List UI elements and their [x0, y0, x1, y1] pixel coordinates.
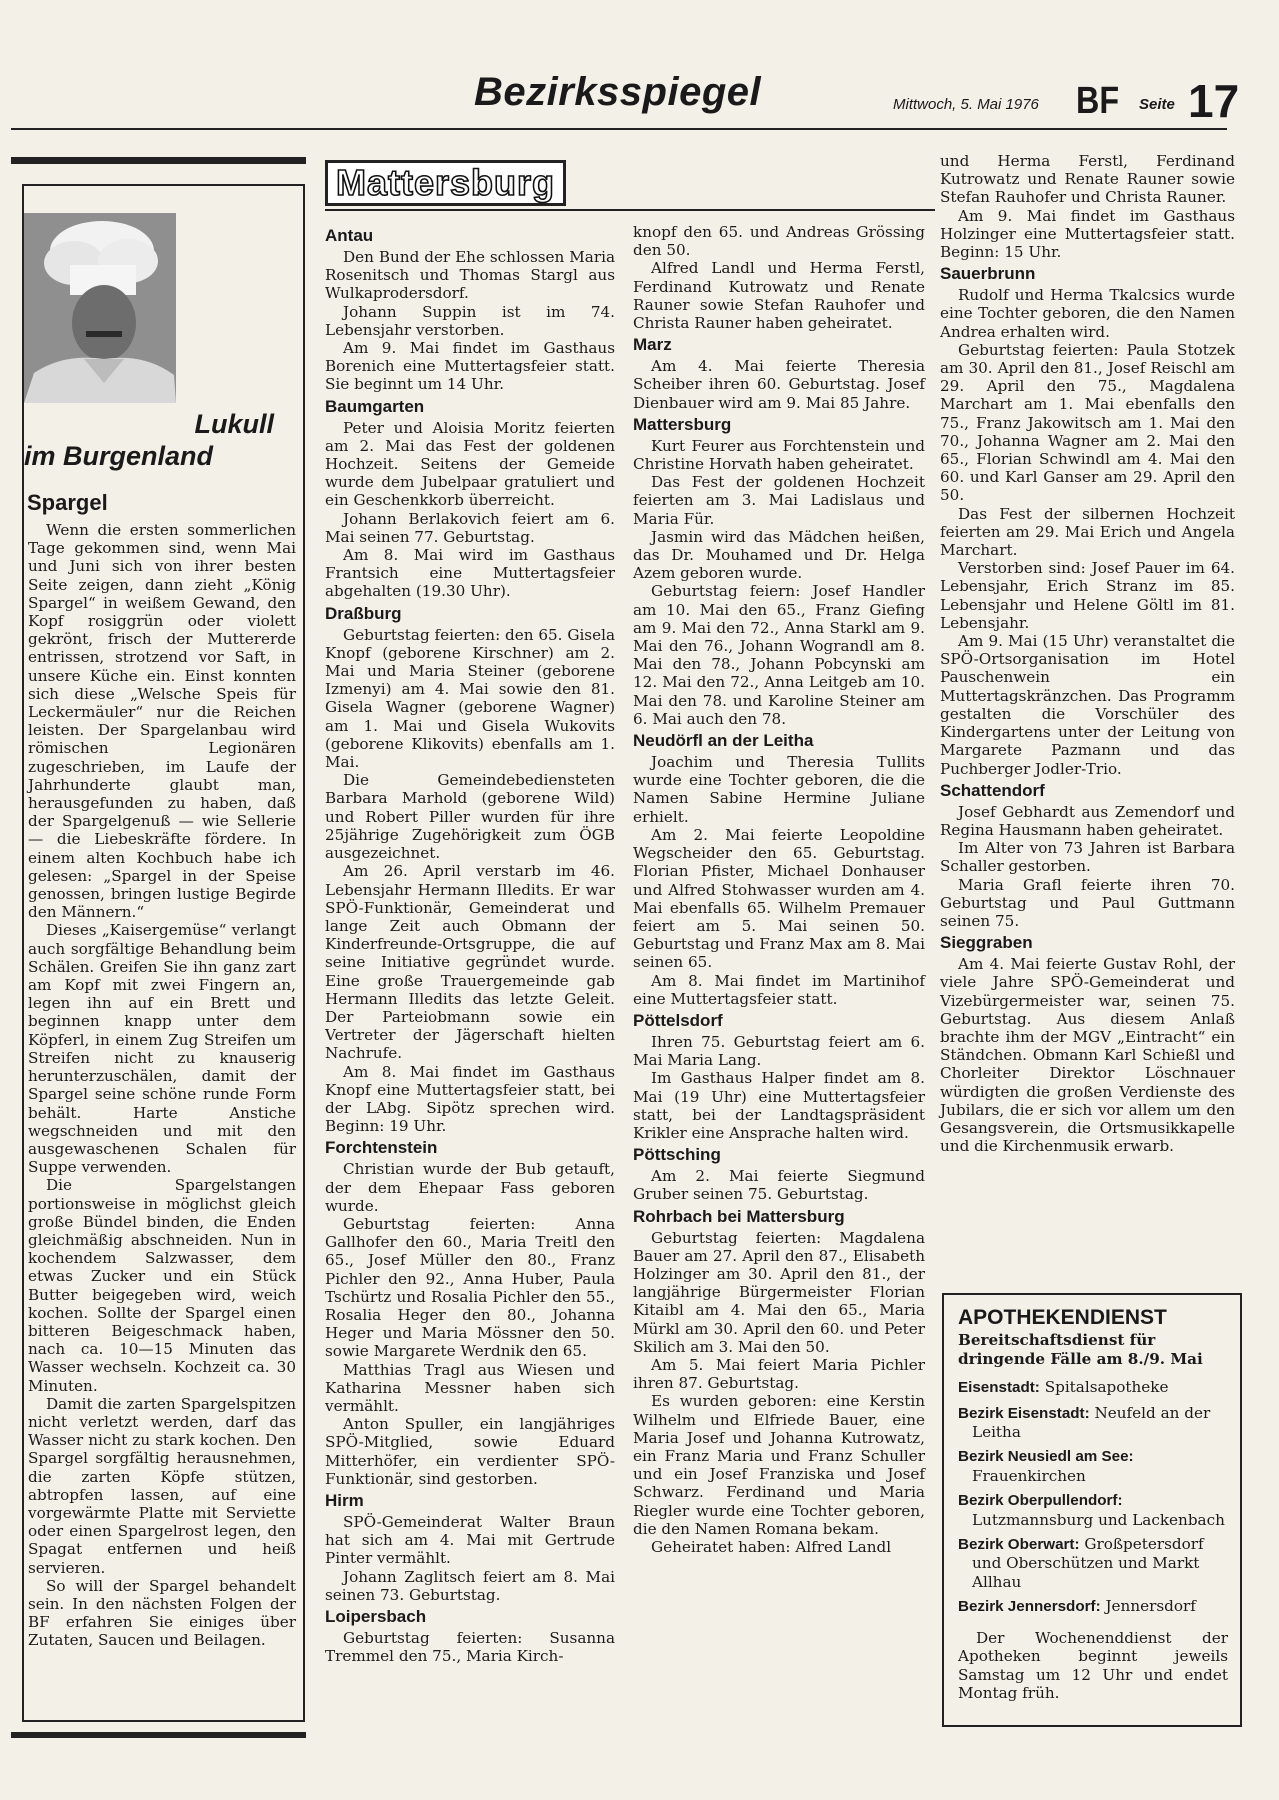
column-title-line1: Lukull — [194, 409, 274, 439]
news-paragraph: Matthias Tragl aus Wiesen und Katharina Messner haben sich vermählt. — [325, 1360, 615, 1415]
pharmacy-district: Bezirk Jennersdorf: — [958, 1598, 1101, 1616]
news-column-3 — [940, 152, 1235, 1155]
pharmacy-title: APOTHEKENDIENST — [958, 1306, 1167, 1329]
sidebar-paragraph: Wenn die ersten sommerlichen Tage gekommen sind, wenn Mai und Juni sich von ihrer besten Seite zeigen, dann zieht „König Spargel“ in weißem Gewand, den Kopf rosiggrün oder violett gekrönt, frisch der Muttererde entrissen, strotzend vor Saft, in unsere Küche ein. Einst konnten sich diese „Welsche Speis für Leckermäuler“ nur die Reichen leisten. Der Spargelanbau wird römischen Legionären zugeschrieben, im Laufe der Jahrhunderte glaubt man, herausgefunden zu haben, daß der Spargelgenuß — wie Sellerie — die Liebeskräfte fördere. In einem alten Kochbuch habe ich gelesen: „Spargel in der Speise genossen, bringen lustige Begirde den Männern.“ — [28, 521, 296, 922]
news-column-1 — [325, 223, 615, 1665]
news-paragraph: Maria Grafl feierte ihren 70. Geburtstag und Paul Guttmann seinen 75. — [940, 875, 1235, 930]
sidebar-article — [28, 521, 296, 1650]
news-paragraph: SPÖ-Gemeinderat Walter Braun hat sich am 4. Mai mit Gertrude Pinter vermählt. — [325, 1513, 615, 1568]
news-paragraph: Die Gemeindebediensteten Barbara Marhold (geborene Wild) und Robert Piller wurden für ihre 25jährige Zugehörigkeit zum ÖGB ausgezeichnet. — [325, 771, 615, 863]
news-paragraph: Im Alter von 73 Jahren ist Barbara Schaller gestorben. — [940, 839, 1235, 876]
news-paragraph: Alfred Landl und Herma Ferstl, Ferdinand Kutrowatz und Renate Rauner sowie Stefan Rauhofer und Christa Rauner haben geheiratet. — [633, 259, 925, 333]
news-paragraph: Josef Gebhardt aus Zemendorf und Regina Hausmann haben geheiratet. — [940, 802, 1235, 839]
news-paragraph: Das Fest der silbernen Hochzeit feierten am 29. Mai Erich und Angela Marchart. — [940, 504, 1235, 560]
town-heading: Sauerbrunn — [940, 264, 1036, 284]
column-title-line2: im Burgenland — [24, 441, 214, 471]
news-paragraph: Am 8. Mai findet im Gasthaus Knopf eine Muttertagsfeier statt, bei der LAbg. Sipötz sprechen wird. Beginn: 19 Uhr. — [325, 1062, 615, 1136]
news-paragraph: Geburtstag feierten: Paula Stotzek am 30. April den 81., Josef Reischl am 29. April den 75., Magdalena Marchart am 1. Mai ebenfalls den 75., Franz Jakowitsch am 1. Mai den 70., Johanna Wagner am 2. Mai den 65., Florian Schwindl am 4. Mai den 60. und Karl Ganser am 29. April den 50. — [940, 340, 1235, 505]
news-paragraph: Geburtstag feiern: Josef Handler am 10. Mai den 65., Franz Giefing am 9. Mai den 72., Anna Starkl am 9. Mai den 76., Johann Wograndl am 8. Mai den 78., Johann Pobcynski am 12. Mai den 72., Anna Leitgeb am 10. Mai den 78. und Karoline Steiner am 6. Mai auch den 78. — [633, 582, 925, 728]
pharmacy-district: Bezirk Eisenstadt: — [958, 1404, 1090, 1422]
town-heading: Antau — [325, 226, 374, 245]
news-paragraph: Am 26. April verstarb im 46. Lebensjahr Hermann Illedits. Er war SPÖ-Funktionär, Gemeinderat und lange Zeit auch Obmann der Kinderfreunde-Ortsgruppe, die auf seine Initiative gegründet wurde. Eine große Trauergemeinde gab Hermann Illedits das letzte Geleit. Der Parteiobmann sowie ein Vertreter der Jägerschaft hielten Nachrufe. — [325, 862, 615, 1063]
sidebar-bottom-bar — [11, 1732, 306, 1738]
pharmacy-location: Großpetersdorf und Oberschützen und Markt Allhau — [972, 1535, 1204, 1591]
news-paragraph: Joachim und Theresia Tullits wurde eine Tochter geboren, die die Namen Sabine Hermine Juliane erhielt. — [633, 753, 925, 826]
sidebar-paragraph: Damit die zarten Spargelspitzen nicht verletzt werden, darf das Wasser nicht zu stark kochen. Den Spargel sorgfältig herausnehmen, die zarten Köpfe stützen, abtropfen lassen, auf eine vorgewärmte Platte mit Serviette oder einen Spargelrost legen, den Spagat entfernen und heiß servieren. — [28, 1394, 296, 1577]
pharmacy-district: Bezirk Oberpullendorf: — [958, 1492, 1123, 1510]
news-paragraph: Rudolf und Herma Tkalcsics wurde eine Tochter geboren, die den Namen Andrea erhalten wird. — [940, 286, 1235, 341]
pharmacy-district: Bezirk Neusiedl am See: — [958, 1448, 1134, 1466]
news-paragraph: Am 9. Mai (15 Uhr) veranstaltet die SPÖ-Ortsorganisation im Hotel Pauschenwein ein Muttertagskränzchen. Das Programm gestalten die Vorschüler des Kindergartens unter der Leitung von Margarete Pazmann und das Puchberger Jodler-Trio. — [940, 632, 1235, 778]
news-paragraph: Johann Zaglitsch feiert am 8. Mai seinen 73. Geburtstag. — [325, 1567, 615, 1604]
news-paragraph: Am 9. Mai findet im Gasthaus Borenich eine Muttertagsfeier statt. Sie beginnt um 14 Uhr. — [325, 339, 615, 394]
sidebar-heading: Spargel — [27, 490, 108, 515]
news-paragraph: Im Gasthaus Halper findet am 8. Mai (19 Uhr) eine Muttertagsfeier statt, bei der Landtagspräsident Krikler eine Ansprache halten wird. — [633, 1069, 925, 1142]
news-paragraph: Am 5. Mai feiert Maria Pichler ihren 87. Geburtstag. — [633, 1355, 925, 1393]
issue-date: Mittwoch, 5. Mai 1976 — [893, 96, 1039, 113]
town-heading: Pöttsching — [633, 1145, 721, 1165]
news-paragraph: Geburtstag feierten: den 65. Gisela Knopf (geborene Kirschner) am 2. Mai und Maria Steiner (geborene Izmenyi) am 4. Mai sowie den 81. Gisela Wagner (geborene Wagner) am 1. Mai und Gisela Wukovits (geborene Klikovits) ebenfalls am 1. Mai. — [325, 625, 616, 772]
pharmacy-entry — [958, 1597, 1228, 1616]
pharmacy-district: Eisenstadt: — [958, 1379, 1040, 1397]
news-paragraph: Verstorben sind: Josef Pauer im 64. Lebensjahr, Erich Stranz im 85. Lebensjahr und Helene Göltl im 81. Lebensjahr. — [940, 559, 1235, 632]
pharmacy-location: Frauenkirchen — [972, 1466, 1086, 1485]
news-paragraph: Am 2. Mai feierte Siegmund Gruber seinen 75. Geburtstag. — [633, 1167, 925, 1204]
town-heading: Schattendorf — [940, 780, 1045, 800]
pharmacy-location: Neufeld an der Leitha — [972, 1403, 1211, 1442]
news-paragraph: knopf den 65. und Andreas Grössing den 50. — [633, 223, 925, 260]
town-heading: Hirm — [325, 1491, 364, 1510]
news-paragraph: Johann Suppin ist im 74. Lebensjahr verstorben. — [325, 302, 615, 339]
pharmacy-intro: Bereitschaftsdienst für dringende Fälle am 8./9. Mai — [958, 1331, 1203, 1368]
pharmacy-entry — [958, 1378, 1228, 1397]
news-paragraph: Peter und Aloisia Moritz feierten am 2. Mai das Fest der goldenen Hochzeit. Seitens der Gemeide wurde dem Jubelpaar gratuliert und ein Geschenkkorb überreicht. — [325, 418, 615, 510]
news-column-2 — [633, 223, 925, 1556]
pharmacy-location: Spitalsapotheke — [1044, 1378, 1169, 1397]
news-paragraph: Geburtstag feierten: Susanna Tremmel den 75., Maria Kirch- — [325, 1629, 615, 1666]
news-paragraph: Am 4. Mai feierte Theresia Scheiber ihren 60. Geburtstag. Josef Dienbauer wird am 9. Mai 85 Jahre. — [633, 357, 925, 412]
column-title — [24, 408, 280, 472]
news-paragraph: Das Fest der goldenen Hochzeit feierten am 3. Mai Ladislaus und Maria Für. — [633, 473, 925, 528]
pharmacy-entry — [958, 1535, 1228, 1591]
district-masthead: Mattersburg — [325, 160, 566, 206]
news-paragraph: Am 9. Mai findet im Gasthaus Holzinger eine Muttertagsfeier statt. Beginn: 15 Uhr. — [940, 206, 1235, 262]
news-paragraph: Kurt Feurer aus Forchtenstein und Christine Horvath haben geheiratet. — [633, 436, 925, 474]
town-heading: Mattersburg — [633, 414, 732, 434]
town-heading: Sieggraben — [940, 933, 1033, 953]
town-heading: Draßburg — [325, 603, 402, 623]
sidebar-paragraph: So will der Spargel behandelt sein. In den nächsten Folgen der BF erfahren Sie einiges über Zutaten, Saucen und Beilagen. — [28, 1576, 296, 1650]
pharmacy-location: Jennersdorf — [1105, 1597, 1196, 1616]
town-heading: Neudörfl an der Leitha — [633, 731, 814, 751]
pharmacy-district: Bezirk Oberwart: — [958, 1536, 1080, 1554]
news-paragraph: Am 4. Mai feierte Gustav Rohl, der viele Jahre SPÖ-Gemeinderat und Vizebürgermeister war, seinen 75. Geburtstag. Aus diesem Anlaß brachte ihm der MGV „Eintracht“ ein Ständchen. Obmann Karl Schießl und Chorleiter Direktor Löschnauer würdigten die großen Verdienste des Jubilars, die er sich vor allem um den Gesangsverein, die Ortsmusikkapelle und die Kirchenmusik erwarb. — [940, 955, 1235, 1156]
header-rule — [11, 128, 1227, 130]
town-heading: Marz — [633, 335, 672, 355]
town-heading: Baumgarten — [325, 396, 425, 416]
town-heading: Loipersbach — [325, 1607, 427, 1627]
section-title: Bezirksspiegel — [474, 70, 762, 114]
sidebar-top-bar — [11, 157, 306, 164]
sidebar-paragraph: Dieses „Kaisergemüse“ verlangt auch sorgfältige Behandlung beim Schälen. Greifen Sie ihn ganz zart am Kopf mit zwei Fingern an, legen ihn auf ein Brett und beginnen knapp unter dem Köpferl, in einem Zug Streifen um Streifen nicht zu knauserig herunterzuschälen, damit der Spargel seine schöne runde Form behält. Harte Anstiche wegschneiden und mit den ausgewaschenen Schalen für Suppe verwenden. — [28, 921, 296, 1177]
news-paragraph: Anton Spuller, ein langjähriges SPÖ-Mitglied, sowie Eduard Mitterhöfer, ein verdienter SPÖ-Funktionär, sind gestorben. — [325, 1415, 615, 1488]
news-paragraph: Geheiratet haben: Alfred Landl — [651, 1538, 892, 1556]
masthead-rule — [325, 209, 935, 211]
sidebar-paragraph: Die Spargelstangen portionsweise in möglichst gleich große Bündel binden, die Enden gleichmäßig abschneiden. Nun in kochendem Salzwasser, dem etwas Zucker und ein Stück Butter beigegeben wird, weich kochen. Sollte der Spargel einen bitteren Beigeschmack haben, nach ca. 10—15 Minuten das Wasser wechseln. Kochzeit ca. 30 Minuten. — [28, 1176, 296, 1395]
news-paragraph: Am 2. Mai feierte Leopoldine Wegscheider den 65. Geburtstag. Florian Pfister, Michael Donhauser und Alfred Stohwasser wurden am 4. Mai ebenfalls 65. Wilhelm Premauer feiert am 5. Mai seinen 50. Geburtstag und Franz Max am 8. Mai seinen 65. — [633, 825, 925, 972]
page-number: 17 — [1188, 75, 1240, 127]
news-paragraph: Geburtstag feierten: Magdalena Bauer am 27. April den 87., Elisabeth Holzinger am 30. April den 81., der langjährige Bürgermeister Florian Kitaibl am 4. Mai den 65., Maria Mürkl am 30. April den 60. und Peter Skilich am 3. Mai den 50. — [633, 1228, 925, 1356]
news-paragraph: Jasmin wird das Mädchen heißen, das Dr. Mouhamed und Dr. Helga Azem geboren wurde. — [633, 527, 925, 583]
pharmacy-entries — [958, 1378, 1228, 1616]
chef-photo — [24, 213, 176, 403]
news-paragraph: Am 8. Mai findet im Martinihof eine Muttertagsfeier statt. — [633, 971, 925, 1008]
news-paragraph: Es wurden geboren: eine Kerstin Wilhelm und Elfriede Bauer, eine Maria Josef und Johanna Kutrowatz, ein Franz Maria und Franz Schuller und ein Josef Franziska und Josef Schwarz. Ferdinand und Maria Riegler wurde eine Tochter geboren, die den Namen Romana bekam. — [633, 1392, 925, 1538]
news-paragraph: Johann Berlakovich feiert am 6. Mai seinen 77. Geburtstag. — [325, 509, 615, 546]
news-paragraph: Christian wurde der Bub getauft, der dem Ehepaar Fass geboren wurde. — [325, 1160, 615, 1215]
town-heading: Rohrbach bei Mattersburg — [633, 1206, 845, 1226]
chef-portrait-image — [24, 213, 176, 403]
pharmacy-entry — [958, 1447, 1228, 1485]
news-paragraph: Den Bund der Ehe schlossen Maria Rosenitsch und Thomas Stargl aus Wulkaprodersdorf. — [325, 248, 615, 303]
pharmacy-location: Lutzmannsburg und Lackenbach — [972, 1510, 1225, 1529]
page-label: Seite — [1139, 96, 1175, 113]
pharmacy-note: Der Wochenenddienst der Apotheken beginnt jeweils Samstag um 12 Uhr und endet Montag früh. — [958, 1628, 1228, 1702]
news-paragraph: Am 8. Mai wird im Gasthaus Frantsich eine Muttertagsfeier abgehalten (19.30 Uhr). — [325, 546, 615, 601]
news-paragraph: und Herma Ferstl, Ferdinand Kutrowatz und Renate Rauner sowie Stefan Rauhofer und Christa Rauner. — [940, 152, 1235, 207]
pharmacy-entry — [958, 1404, 1228, 1442]
pharmacy-box — [942, 1293, 1242, 1727]
paper-logo: BF — [1076, 80, 1120, 122]
news-paragraph: Ihren 75. Geburtstag feiert am 6. Mai Maria Lang. — [633, 1032, 925, 1070]
town-heading: Pöttelsdorf — [633, 1010, 723, 1030]
news-paragraph: Geburtstag feierten: Anna Gallhofer den 60., Maria Treitl den 65., Josef Müller den 80., Franz Pichler den 92., Anna Huber, Paula Tschürtz und Rosalia Pichler den 55., Rosalia Heger den 80., Johanna Heger und Maria Mössner den 50. sowie Margarete Werdnik den 65. — [325, 1214, 615, 1361]
town-heading: Forchtenstein — [325, 1138, 438, 1158]
pharmacy-entry — [958, 1491, 1228, 1529]
